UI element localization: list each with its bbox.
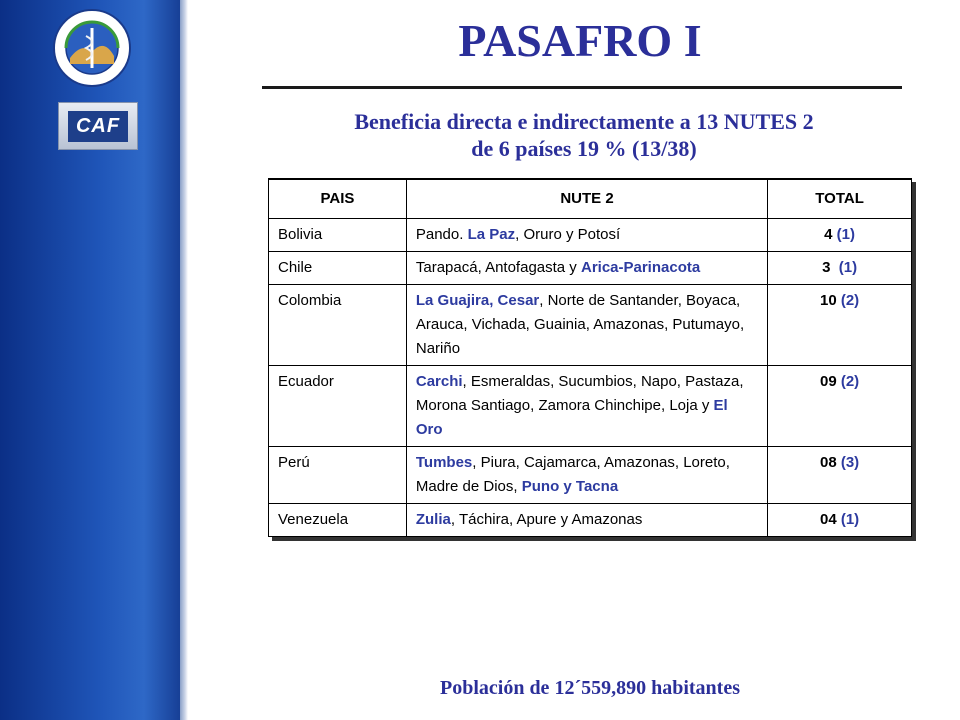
title-divider <box>262 86 902 89</box>
cell-total <box>768 447 912 504</box>
total-value: 10 <box>819 292 837 309</box>
table-row <box>269 285 912 366</box>
cell-nute <box>406 252 767 285</box>
cell-nute <box>406 285 767 366</box>
total-direct-value: (2) <box>840 373 860 390</box>
caf-logo-text: CAF <box>68 111 128 142</box>
column-header-pais: PAIS <box>269 179 407 219</box>
subtitle-line-1: Beneficia directa e indirectamente a 13 NUTES 2 <box>354 109 814 134</box>
highlighted-region: Arica-Parinacota <box>580 259 701 276</box>
organization-seal-icon <box>52 8 132 88</box>
region-text: Pando. <box>415 226 468 243</box>
table-row <box>269 504 912 537</box>
total-direct-value: (1) <box>840 511 860 528</box>
highlighted-region: Puno y Tacna <box>521 478 619 495</box>
region-text: , Esmeraldas, Sucumbios, Napo, Pastaza, Morona Santiago, Zamora Chinchipe, Loja y <box>415 373 744 414</box>
table-row <box>269 219 912 252</box>
cell-total <box>768 219 912 252</box>
cell-pais: Colombia <box>269 285 407 366</box>
table-row <box>269 447 912 504</box>
region-text: Tarapacá, Antofagasta y <box>415 259 581 276</box>
highlighted-region: La Paz <box>467 226 516 243</box>
total-value: 4 <box>824 226 833 243</box>
region-text: , Piura, Cajamarca, Amazonas, Loreto, Madre de Dios, <box>415 454 730 495</box>
cell-nute <box>406 447 767 504</box>
sidebar-edge <box>180 0 188 720</box>
highlighted-region: La Guajira, Cesar <box>415 292 540 309</box>
highlighted-region: Carchi <box>415 373 463 390</box>
cell-total <box>768 366 912 447</box>
cell-total <box>768 285 912 366</box>
table-row <box>269 252 912 285</box>
nutes-table <box>268 178 912 537</box>
total-value: 3 <box>822 259 835 276</box>
highlighted-region: Zulia <box>415 511 451 528</box>
cell-pais: Chile <box>269 252 407 285</box>
total-direct-value: (3) <box>840 454 860 471</box>
region-text: , Oruro y Potosí <box>515 226 621 243</box>
total-value: 08 <box>819 454 837 471</box>
total-value: 04 <box>819 511 837 528</box>
total-direct-value: (1) <box>838 259 858 276</box>
table-row <box>269 366 912 447</box>
page-title: PASAFRO I <box>458 15 702 66</box>
total-direct-value: (1) <box>836 226 856 243</box>
column-header-nute: NUTE 2 <box>406 179 767 219</box>
population-footer: Población de 12´559,890 habitantes <box>439 677 741 699</box>
highlighted-region: Tumbes <box>415 454 473 471</box>
subtitle-line-2: de 6 países 19 % (13/38) <box>471 136 697 161</box>
total-direct-value: (2) <box>840 292 860 309</box>
region-text: , Norte de Santander, Boyaca, Arauca, Vichada, Guainia, Amazonas, Putumayo, Nariño <box>415 292 745 357</box>
cell-total <box>768 504 912 537</box>
cell-nute <box>406 219 767 252</box>
cell-pais: Perú <box>269 447 407 504</box>
column-header-total: TOTAL <box>768 179 912 219</box>
cell-pais: Bolivia <box>269 219 407 252</box>
caf-logo <box>58 102 138 150</box>
table-header-row <box>269 179 912 219</box>
region-text: , Táchira, Apure y Amazonas <box>450 511 643 528</box>
subtitle <box>264 108 904 162</box>
cell-total <box>768 252 912 285</box>
cell-pais: Ecuador <box>269 366 407 447</box>
total-value: 09 <box>819 373 837 390</box>
table-body <box>269 219 912 537</box>
cell-nute <box>406 504 767 537</box>
sidebar-band <box>0 0 180 720</box>
cell-nute <box>406 366 767 447</box>
highlighted-region: El Oro <box>415 397 728 438</box>
cell-pais: Venezuela <box>269 504 407 537</box>
